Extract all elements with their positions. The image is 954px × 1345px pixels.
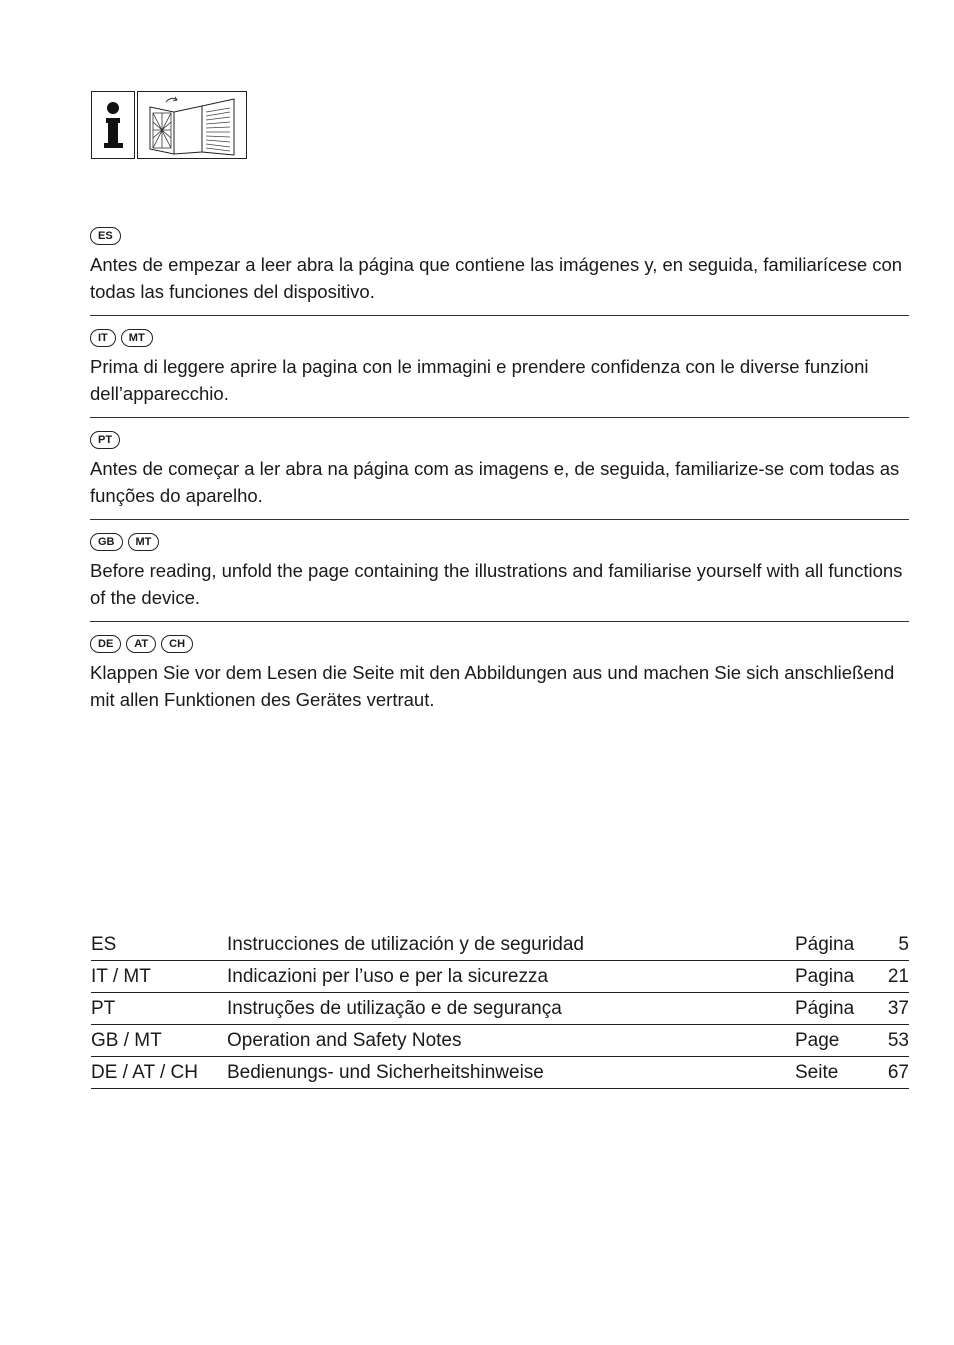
table-row[interactable]	[91, 1057, 909, 1089]
section-text: Klappen Sie vor dem Lesen die Seite mit den Abbildungen aus und machen Sie sich anschließend mit allen Funktionen des Gerätes vertraut.	[90, 662, 895, 710]
language-badge: ES	[90, 227, 121, 245]
toc-title: Indicazioni per l’uso e per la sicurezza	[227, 961, 795, 993]
unfold-page-icon	[137, 91, 247, 159]
toc-page-label: Pagina	[795, 961, 865, 993]
language-section	[90, 430, 909, 520]
toc-page-label: Página	[795, 929, 865, 961]
language-badge: DE	[90, 635, 121, 653]
toc-language-code: PT	[91, 993, 227, 1025]
language-badges	[90, 634, 909, 654]
info-icon	[91, 91, 135, 159]
toc-language-code: IT / MT	[91, 961, 227, 993]
toc-page-number: 37	[865, 993, 909, 1025]
language-badge: MT	[121, 329, 153, 347]
language-section	[90, 634, 909, 723]
toc-page-number: 5	[865, 929, 909, 961]
toc-page-number: 67	[865, 1057, 909, 1089]
table-row[interactable]	[91, 961, 909, 993]
toc-language-code: GB / MT	[91, 1025, 227, 1057]
language-sections	[90, 226, 909, 735]
language-badges	[90, 430, 909, 450]
language-badge: CH	[161, 635, 193, 653]
toc-page-number: 53	[865, 1025, 909, 1057]
toc-page-label: Seite	[795, 1057, 865, 1089]
language-badge: GB	[90, 533, 123, 551]
toc-title: Bedienungs- und Sicherheitshinweise	[227, 1057, 795, 1089]
language-section	[90, 226, 909, 316]
section-text: Antes de empezar a leer abra la página que contiene las imágenes y, en seguida, familiarícese con todas las funciones del dispositivo.	[90, 254, 903, 302]
toc-page-label: Página	[795, 993, 865, 1025]
table-row[interactable]	[91, 1025, 909, 1057]
toc-language-code: ES	[91, 929, 227, 961]
language-badges	[90, 532, 909, 552]
language-badge: PT	[90, 431, 120, 449]
table-row[interactable]	[91, 929, 909, 961]
language-section	[90, 532, 909, 622]
toc-title: Operation and Safety Notes	[227, 1025, 795, 1057]
language-section	[90, 328, 909, 418]
toc-page-number: 21	[865, 961, 909, 993]
table-of-contents	[91, 929, 909, 1089]
table-row[interactable]	[91, 993, 909, 1025]
section-text: Prima di leggere aprire la pagina con le immagini e prendere confidenza con le diverse funzioni dell’apparecchio.	[90, 356, 869, 404]
language-badges	[90, 226, 909, 246]
language-badge: IT	[90, 329, 116, 347]
toc-page-label: Page	[795, 1025, 865, 1057]
language-badge: MT	[128, 533, 160, 551]
header-icons	[91, 91, 247, 159]
toc-language-code: DE / AT / CH	[91, 1057, 227, 1089]
toc-title: Instrucciones de utilización y de seguridad	[227, 929, 795, 961]
section-text: Antes de começar a ler abra na página com as imagens e, de seguida, familiarize-se com todas as funções do aparelho.	[90, 458, 900, 506]
language-badge: AT	[126, 635, 156, 653]
toc-title: Instruções de utilização e de segurança	[227, 993, 795, 1025]
section-text: Before reading, unfold the page containing the illustrations and familiarise yourself with all functions of the device.	[90, 560, 903, 608]
language-badges	[90, 328, 909, 348]
